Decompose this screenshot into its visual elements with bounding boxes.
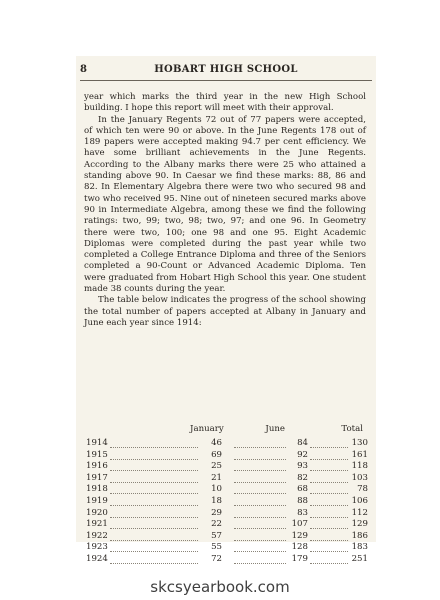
table-row xyxy=(86,496,368,508)
leader-dots xyxy=(234,551,286,552)
table-row xyxy=(86,531,368,543)
leader-dots xyxy=(110,505,198,506)
june-cell: 179 xyxy=(291,553,308,564)
leader-dots xyxy=(234,470,286,471)
june-cell: 83 xyxy=(297,507,308,518)
paragraph-regents: In the January Regents 72 out of 77 papers were accepted, of which ten were 90 or above. In the June Regents 178 out of 189 papers were accepted making 94.7 per cent efficiency. We have some brilliant achievements in the June Regents. According to the Albany marks there were 25 who attained a standing above 90. In Caesar we find these marks: 88, 86 and 82. In Elementary Algebra there were two who secured 98 and two who received 95. Nine out of nineteen secured marks above 90 in Intermediate Algebra, among these we find the following ratings: two, 99; two, 98; two, 97; and one 96. In Geometry there were two, 100; one 98 and one 95. Eight Academic Diplomas were completed during the past year while two completed a College Entrance Diploma and three of the Seniors completed a 90-Count or Advanced Academic Diploma. Ten were graduated from Hobart High School this year. One student made 38 counts during the year. xyxy=(84,114,366,295)
leader-dots xyxy=(310,563,348,564)
january-cell: 21 xyxy=(211,472,222,483)
column-header-january: January xyxy=(190,424,224,434)
january-cell: 57 xyxy=(211,530,222,541)
table-body xyxy=(86,438,368,566)
leader-dots xyxy=(110,563,198,564)
year-cell: 1923 xyxy=(86,542,108,553)
leader-dots xyxy=(310,505,348,506)
june-cell: 84 xyxy=(297,438,308,448)
january-cell: 69 xyxy=(211,449,222,460)
table-row xyxy=(86,450,368,462)
june-cell: 88 xyxy=(297,495,308,506)
total-cell: 251 xyxy=(351,553,368,564)
january-cell: 22 xyxy=(211,519,222,530)
column-header-june: June xyxy=(265,424,285,434)
column-header-total: Total xyxy=(341,424,363,434)
leader-dots xyxy=(234,493,286,494)
june-cell: 107 xyxy=(291,519,308,530)
leader-dots xyxy=(310,528,348,529)
yearbook-page xyxy=(76,56,376,564)
table-row xyxy=(86,461,368,473)
table-row xyxy=(86,519,368,531)
year-cell: 1920 xyxy=(86,507,108,518)
leader-dots xyxy=(110,528,198,529)
year-cell: 1924 xyxy=(86,553,108,564)
january-cell: 72 xyxy=(211,553,222,564)
leader-dots xyxy=(234,563,286,564)
leader-dots xyxy=(234,540,286,541)
running-head: HOBART HIGH SCHOOL xyxy=(154,64,298,75)
leader-dots xyxy=(110,517,198,518)
january-cell: 18 xyxy=(211,495,222,506)
leader-dots xyxy=(110,470,198,471)
leader-dots xyxy=(110,459,198,460)
table-row xyxy=(86,484,368,496)
year-cell: 1915 xyxy=(86,449,108,460)
body-text xyxy=(84,92,366,329)
year-cell: 1916 xyxy=(86,461,108,472)
leader-dots xyxy=(310,459,348,460)
table-row xyxy=(86,542,368,554)
leader-dots xyxy=(110,540,198,541)
page-number: 8 xyxy=(80,64,87,75)
june-cell: 68 xyxy=(297,484,308,495)
year-cell: 1914 xyxy=(86,438,108,448)
leader-dots xyxy=(234,517,286,518)
january-cell: 25 xyxy=(211,461,222,472)
june-cell: 129 xyxy=(291,530,308,541)
table-row xyxy=(86,473,368,485)
total-cell: 118 xyxy=(351,461,368,472)
year-cell: 1918 xyxy=(86,484,108,495)
leader-dots xyxy=(234,447,286,448)
june-cell: 92 xyxy=(297,449,308,460)
january-cell: 29 xyxy=(211,507,222,518)
total-cell: 106 xyxy=(351,495,368,506)
leader-dots xyxy=(234,459,286,460)
table-row xyxy=(86,438,368,450)
leader-dots xyxy=(234,482,286,483)
paragraph-continued: year which marks the third year in the new High School building. I hope this report will meet with their approval. xyxy=(84,92,366,114)
leader-dots xyxy=(110,493,198,494)
total-cell: 183 xyxy=(351,542,368,553)
total-cell: 130 xyxy=(351,438,368,448)
total-cell: 129 xyxy=(351,519,368,530)
leader-dots xyxy=(310,470,348,471)
header-rule xyxy=(80,80,372,81)
leader-dots xyxy=(310,551,348,552)
year-cell: 1922 xyxy=(86,530,108,541)
page-header xyxy=(80,64,372,80)
june-cell: 128 xyxy=(291,542,308,553)
january-cell: 55 xyxy=(211,542,222,553)
june-cell: 93 xyxy=(297,461,308,472)
leader-dots xyxy=(310,482,348,483)
total-cell: 186 xyxy=(351,530,368,541)
leader-dots xyxy=(234,528,286,529)
total-cell: 112 xyxy=(351,507,368,518)
leader-dots xyxy=(310,493,348,494)
leader-dots xyxy=(110,447,198,448)
leader-dots xyxy=(310,447,348,448)
january-cell: 46 xyxy=(211,438,222,448)
january-cell: 10 xyxy=(211,484,222,495)
leader-dots xyxy=(110,551,198,552)
paragraph-table-intro: The table below indicates the progress of the school showing the total number of papers accepted at Albany in January and June each year since 1914: xyxy=(84,295,366,328)
leader-dots xyxy=(310,517,348,518)
total-cell: 161 xyxy=(351,449,368,460)
leader-dots xyxy=(310,540,348,541)
total-cell: 78 xyxy=(357,484,368,495)
year-cell: 1921 xyxy=(86,519,108,530)
table-row xyxy=(86,508,368,520)
june-cell: 82 xyxy=(297,472,308,483)
table-row xyxy=(86,554,368,566)
year-cell: 1919 xyxy=(86,495,108,506)
year-cell: 1917 xyxy=(86,472,108,483)
leader-dots xyxy=(234,505,286,506)
site-watermark: skcsyearbook.com xyxy=(150,578,290,596)
leader-dots xyxy=(110,482,198,483)
total-cell: 103 xyxy=(351,472,368,483)
